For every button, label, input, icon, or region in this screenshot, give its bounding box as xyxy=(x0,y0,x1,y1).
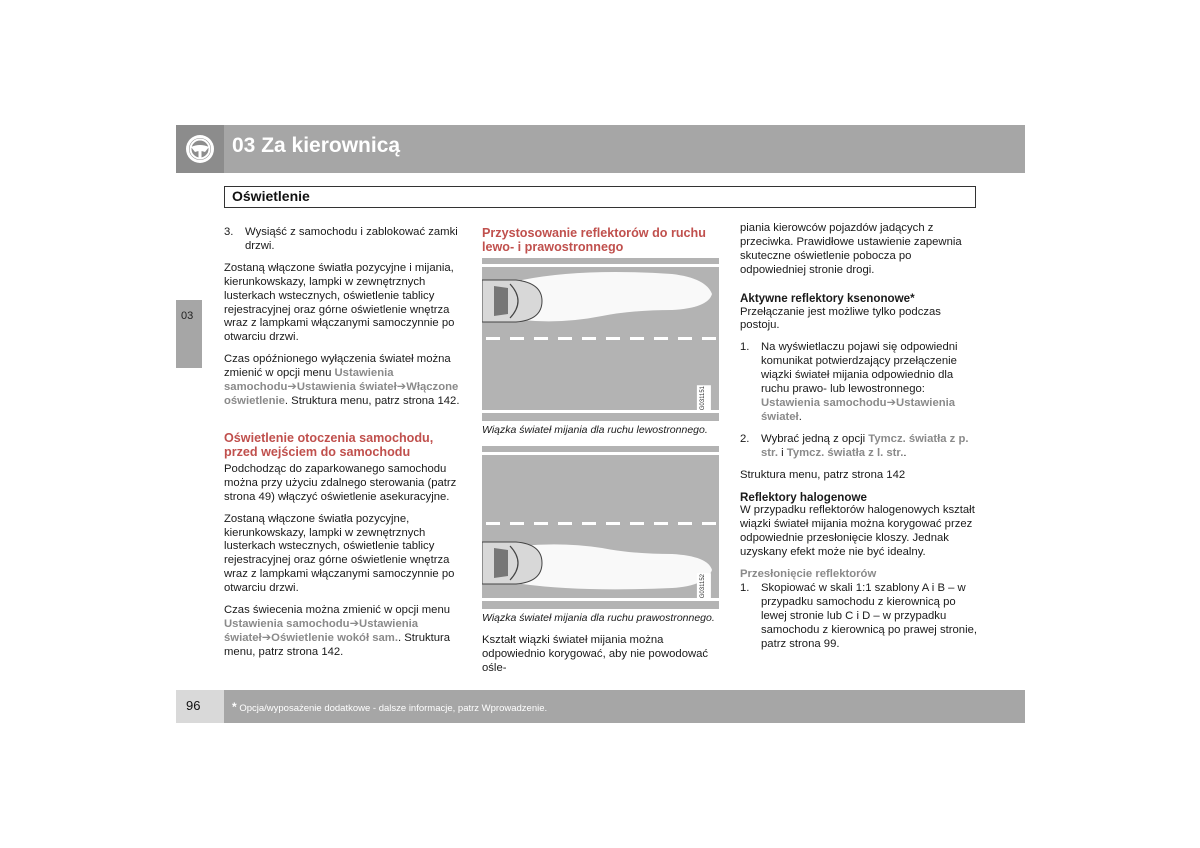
subheading: Przystosowanie reflektorów do ruchu lewo- i prawostronnego xyxy=(482,226,706,254)
list-item xyxy=(224,226,460,254)
text: Na wyświetlaczu pojawi się odpowiedni komunikat potwierdzający przełączenie wiązki świateł mijania odpowiednio dla ruchu prawo- lub lewostronnego: xyxy=(761,341,958,396)
paragraph: Kształt wiązki świateł mijania można odpowiednio korygować, aby nie powodować ośle- xyxy=(482,633,709,674)
menu-path: Włączone oświetlenie xyxy=(224,381,459,407)
arrow-icon: ➔ xyxy=(261,631,272,644)
paragraph: Zostaną włączone światła pozycyjne, kierunkowskazy, lampki w zewnętrznych lusterkach wstecznych, oświetlenie tablicy rejestracyjnej oraz górne oświetlenie wnętrza wraz z lampkami włączanymi samoczynnie po otwarciu drzwi. xyxy=(224,512,455,595)
list-text: Skopiować w skali 1:1 szablony A i B – w przypadku samochodu z kierownicą po lewej stronie lub C i D – w przypadku samochodu z kierownicą po prawej stronie, patrz strona 99. xyxy=(761,581,978,650)
footnote xyxy=(232,700,547,714)
text: . Struktura menu, patrz strona 142. xyxy=(224,631,451,658)
list-text: Na wyświetlaczu pojawi się odpowiedni komunikat potwierdzający przełączenie wiązki świateł mijania odpowiednio dla ruchu prawo- lub lewostronnego: Ustawienia samochodu➔Ustawienia świateł. xyxy=(761,341,958,423)
section-title-box xyxy=(224,186,976,208)
subheading: Aktywne reflektory ksenonowe* xyxy=(740,291,915,305)
paragraph: W przypadku reflektorów halogenowych kształt wiązki świateł mijania można korygować przez odpowiednie przesłonięcie kloszy. Jednak uzyskany efekt może nie być idealny. xyxy=(740,504,975,559)
footnote-text: Opcja/wyposażenie dodatkowe - dalsze informacje, patrz Wprowadzenie. xyxy=(239,703,548,714)
text: i xyxy=(777,446,787,459)
arrow-icon: ➔ xyxy=(396,381,407,394)
steering-wheel-icon xyxy=(184,133,216,165)
list-number: 1. xyxy=(740,581,750,594)
figure-code: G031152 xyxy=(697,573,711,599)
arrow-icon: ➔ xyxy=(349,617,360,630)
list-item xyxy=(740,582,978,652)
chapter-icon-box xyxy=(176,125,224,173)
footnote-star: * xyxy=(232,700,237,714)
figure-code: G031151 xyxy=(697,385,711,411)
headlight-beam-illustration xyxy=(482,258,719,421)
subheading: Oświetlenie otoczenia samochodu, przed wejściem do samochodu xyxy=(224,430,434,459)
list-text: Wysiąść z samochodu i zablokować zamki drzwi. xyxy=(245,226,458,252)
menu-path: Oświetlenie wokół sam. xyxy=(271,631,398,644)
list-number: 1. xyxy=(740,341,750,354)
figure-left-hand-traffic xyxy=(482,258,719,421)
paragraph xyxy=(224,353,460,409)
text: Czas świecenia można zmienić w opcji menu xyxy=(224,604,451,617)
side-tab-label: 03 xyxy=(181,310,194,322)
paragraph xyxy=(224,604,460,660)
list-number: 3. xyxy=(224,226,234,238)
menu-path: Ustawienia samochodu xyxy=(224,617,350,630)
figure-right-hand-traffic xyxy=(482,446,719,609)
column-2 xyxy=(482,226,719,684)
menu-path: Ustawienia samochodu xyxy=(761,396,887,409)
subheading: Przesłonięcie reflektorów xyxy=(740,568,877,581)
list-item xyxy=(740,433,978,461)
figure-caption: Wiązka świateł mijania dla ruchu lewostronnego. xyxy=(482,424,708,436)
list-text xyxy=(761,433,978,461)
list-number: 2. xyxy=(740,432,750,445)
menu-path: Ustawienia świateł xyxy=(296,381,397,394)
arrow-icon: ➔ xyxy=(886,396,897,409)
paragraph: Przełączanie jest możliwe tylko podczas postoju. xyxy=(740,305,941,332)
menu-path: Ustawienia świateł xyxy=(224,617,419,644)
text: . xyxy=(903,446,907,459)
menu-path: Tymcz. światła z p. str. xyxy=(761,432,969,459)
text: Czas opóźnionego wyłączenia świateł można zmienić w opcji menu xyxy=(224,353,451,380)
paragraph: Struktura menu, patrz strona 142 xyxy=(740,468,906,481)
section-title: Oświetlenie xyxy=(232,188,310,204)
subheading: Reflektory halogenowe xyxy=(740,490,867,504)
column-1 xyxy=(224,226,460,668)
page-number: 96 xyxy=(186,698,201,713)
text: . Struktura menu, patrz strona 142. xyxy=(284,394,460,407)
menu-path: Ustawienia świateł xyxy=(761,396,956,423)
list-item xyxy=(740,341,978,424)
chapter-side-tab xyxy=(176,300,202,368)
paragraph: piania kierowców pojazdów jadących z przeciwka. Prawidłowe ustawienie zapewnia skuteczne oświetlenie pobocza po odpowiedniej stronie drogi. xyxy=(740,222,962,276)
text: Wybrać jedną z opcji xyxy=(761,432,869,445)
paragraph: Zostaną włączone światła pozycyjne i mijania, kierunkowskazy, lampki w zewnętrznych lusterkach wstecznych, oświetlenie tablicy rejestracyjnej oraz górne oświetlenie wnętrza wraz z lampkami włączanymi samoczynnie po otwarciu drzwi. xyxy=(224,261,455,344)
column-3 xyxy=(740,222,978,659)
menu-path: Ustawienia samochodu xyxy=(224,367,394,394)
paragraph: Podchodząc do zaparkowanego samochodu można przy użyciu zdalnego sterowania (patrz strona 49) włączyć oświetlenie asekuracyjne. xyxy=(224,462,457,503)
arrow-icon: ➔ xyxy=(287,381,297,394)
figure-caption: Wiązka świateł mijania dla ruchu prawostronnego. xyxy=(482,611,715,624)
headlight-beam-illustration xyxy=(482,446,719,609)
chapter-title: 03 Za kierownicą xyxy=(232,134,401,157)
menu-path: Tymcz. światła z l. str. xyxy=(786,446,904,459)
